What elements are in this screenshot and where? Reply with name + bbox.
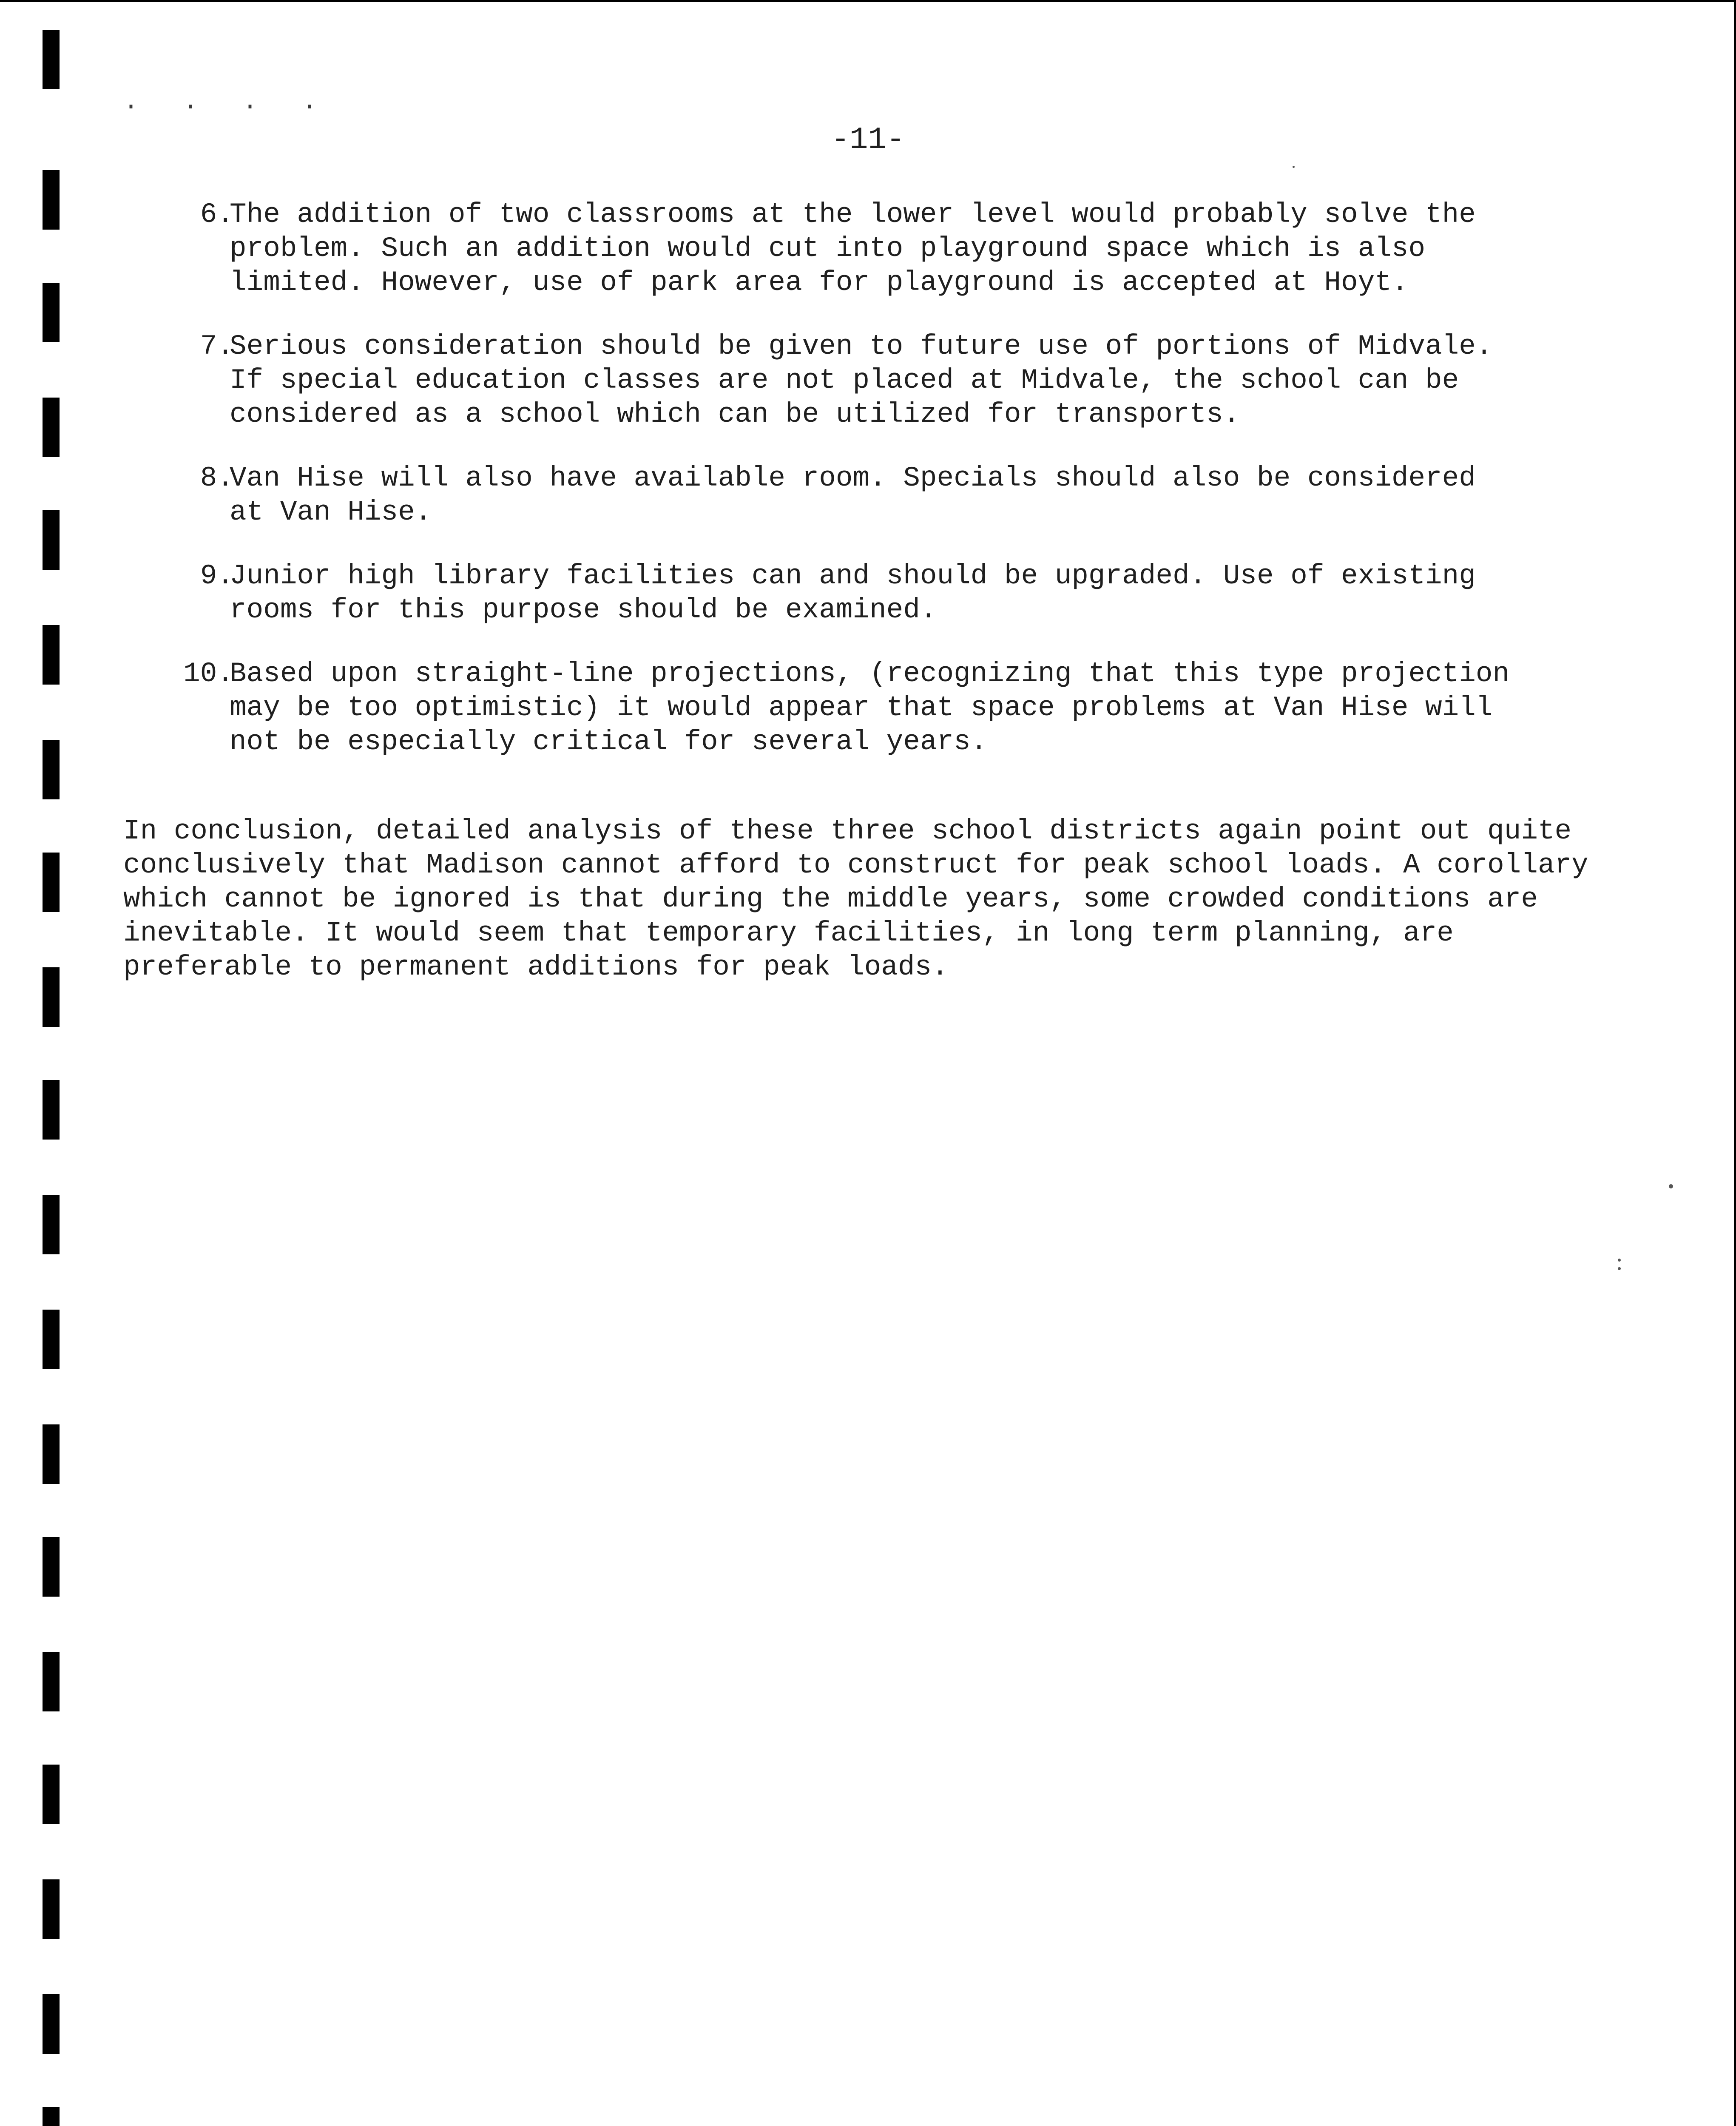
list-item <box>183 657 1633 759</box>
page-number: -11- <box>831 122 905 157</box>
binder-hole <box>43 853 60 912</box>
margin-dots: . . . . <box>123 88 332 117</box>
binder-hole <box>43 170 60 230</box>
list-item-number: 6. <box>200 199 234 230</box>
binder-hole <box>43 1310 60 1369</box>
binder-hole <box>43 1537 60 1597</box>
binder-hole <box>43 283 60 342</box>
list-item <box>187 198 1633 300</box>
scan-speck <box>1669 1184 1673 1188</box>
binder-hole <box>43 30 60 89</box>
numbered-list <box>183 198 1633 789</box>
scan-top-edge <box>0 0 1736 2</box>
list-item-text: The addition of two classrooms at the lower level would probably solve the problem. Such an addition would cut into playground space which is also limited. However, use of park area for playground is accepted at Hoyt. <box>230 199 1476 298</box>
binder-hole <box>43 398 60 457</box>
binder-hole <box>43 1652 60 1711</box>
list-item <box>187 461 1633 529</box>
binder-hole <box>43 967 60 1027</box>
list-item-number: 9. <box>200 560 234 592</box>
binder-hole <box>43 1879 60 1939</box>
binder-hole <box>43 1195 60 1254</box>
list-item-number: 10. <box>183 658 234 690</box>
scan-speck <box>1618 1259 1621 1262</box>
binder-hole <box>43 1765 60 1824</box>
list-item-text: Van Hise will also have available room. Specials should also be considered at Van Hise. <box>230 462 1476 528</box>
binder-hole <box>43 625 60 685</box>
list-item-text: Junior high library facilities can and should be upgraded. Use of existing rooms for this purpose should be examined. <box>230 560 1476 626</box>
list-item-number: 7. <box>200 330 234 362</box>
binder-hole <box>43 740 60 799</box>
binder-hole <box>43 2107 60 2126</box>
list-item-text: Serious consideration should be given to future use of portions of Midvale. If special education classes are not placed at Midvale, the school can be considered as a school which can be utilized for transports. <box>230 330 1493 430</box>
scan-speck <box>1293 166 1295 168</box>
scan-speck <box>1618 1267 1621 1270</box>
conclusion-paragraph: In conclusion, detailed analysis of these three school districts again point out quite conclusively that Madison cannot afford to construct for peak school loads. A corollary which cannot be ignored is that during the middle years, some crowded conditions are inevitable. It would seem that temporary facilities, in long term planning, are preferable to permanent additions for peak loads. <box>123 815 1588 983</box>
list-item-number: 8. <box>200 462 234 494</box>
scan-right-edge <box>1734 0 1736 2126</box>
list-item-text: Based upon straight-line projections, (recognizing that this type projection may be too optimistic) it would appear that space problems at Van Hise will not be especially critical for several years. <box>230 658 1510 758</box>
binder-hole <box>43 510 60 570</box>
binder-hole <box>43 1080 60 1140</box>
list-item <box>187 330 1633 432</box>
binder-holes <box>43 0 60 2126</box>
list-item <box>187 559 1633 627</box>
binder-hole <box>43 1424 60 1484</box>
binder-hole <box>43 1994 60 2054</box>
